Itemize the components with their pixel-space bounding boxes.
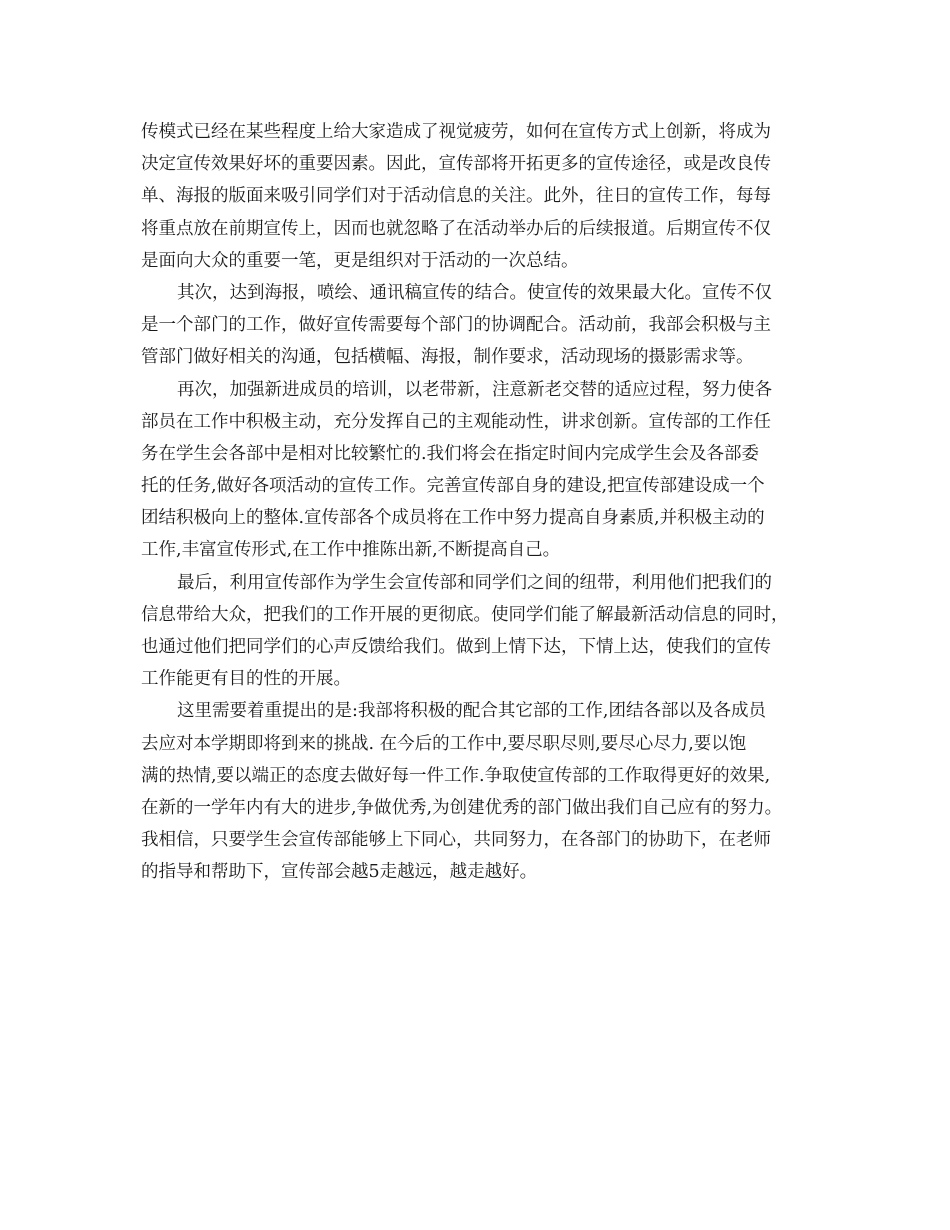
text-line: 这里需要着重提出的是:我部将积极的配合其它部的工作,团结各部以及各成员: [177, 701, 766, 722]
text-line: 务在学生会各部中是相对比较繁忙的.我们将会在指定时间内完成学生会及各部委: [141, 443, 760, 464]
text-line: 在新的一学年内有大的进步,争做优秀,为创建优秀的部门做出我们自己应有的努力。: [141, 797, 783, 818]
text-line: 托的任务,做好各项活动的宣传工作。完善宣传部自身的建设,把宣传部建设成一个: [141, 476, 765, 497]
text-line: 我相信，只要学生会宣传部能够上下同心，共同努力，在各部门的协助下，在老师: [141, 830, 771, 851]
text-line: 传模式已经在某些程度上给大家造成了视觉疲劳，如何在宣传方式上创新，将成为: [141, 122, 771, 142]
text-line: 团结积极向上的整体.宣传部各个成员将在工作中努力提高自身素质,并积极主动的: [141, 508, 765, 529]
text-line: 将重点放在前期宣传上，因而也就忽略了在活动举办后的后续报道。后期宣传不仅: [141, 218, 771, 239]
text-line: 管部门做好相关的沟通，包括横幅、海报，制作要求，活动现场的摄影需求等。: [141, 347, 754, 368]
text-line: 的指导和帮助下，宣传部会越5走越远，越走越好。: [141, 862, 538, 883]
paragraph-1: [141, 116, 821, 277]
text-line: 单、海报的版面来吸引同学们对于活动信息的关注。此外，往日的宣传工作，每每: [141, 186, 771, 207]
paragraph-5: [141, 695, 821, 888]
text-line: 也通过他们把同学们的心声反馈给我们。做到上情下达，下情上达，使我们的宣传: [141, 637, 771, 657]
paragraph-2: [141, 277, 821, 374]
text-line: 满的热情,要以端正的态度去做好每一件工作.争取使宣传部的工作取得更好的效果,: [141, 765, 771, 786]
text-line: 是面向大众的重要一笔，更是组织对于活动的一次总结。: [141, 250, 579, 271]
text-line: 去应对本学期即将到来的挑战. 在今后的工作中,要尽职尽则,要尽心尽力,要以饱: [141, 733, 747, 754]
text-line: 工作能更有目的性的开展。: [141, 669, 351, 690]
text-line: 再次，加强新进成员的培训，以老带新，注意新老交替的适应过程，努力使各: [177, 379, 772, 400]
text-line: 决定宣传效果好坏的重要因素。因此，宣传部将开拓更多的宣传途径，或是改良传: [141, 154, 771, 175]
text-line: 信息带给大众，把我们的工作开展的更彻底。使同学们能了解最新活动信息的同时，: [141, 604, 789, 625]
paragraph-3: [141, 374, 821, 567]
text-line: 其次，达到海报，喷绘、通讯稿宣传的结合。使宣传的效果最大化。宣传不仅: [177, 282, 772, 303]
text-line: 是一个部门的工作，做好宣传需要每个部门的协调配合。活动前，我部会积极与主: [141, 315, 771, 336]
text-line: 部员在工作中积极主动，充分发挥自己的主观能动性，讲求创新。宣传部的工作任: [141, 411, 771, 432]
text-line: 工作,丰富宣传形式,在工作中推陈出新,不断提高自己。: [141, 540, 561, 561]
document-body: [141, 116, 821, 889]
paragraph-4: [141, 567, 821, 696]
text-line: 最后，利用宣传部作为学生会宣传部和同学们之间的纽带，利用他们把我们的: [177, 572, 772, 593]
